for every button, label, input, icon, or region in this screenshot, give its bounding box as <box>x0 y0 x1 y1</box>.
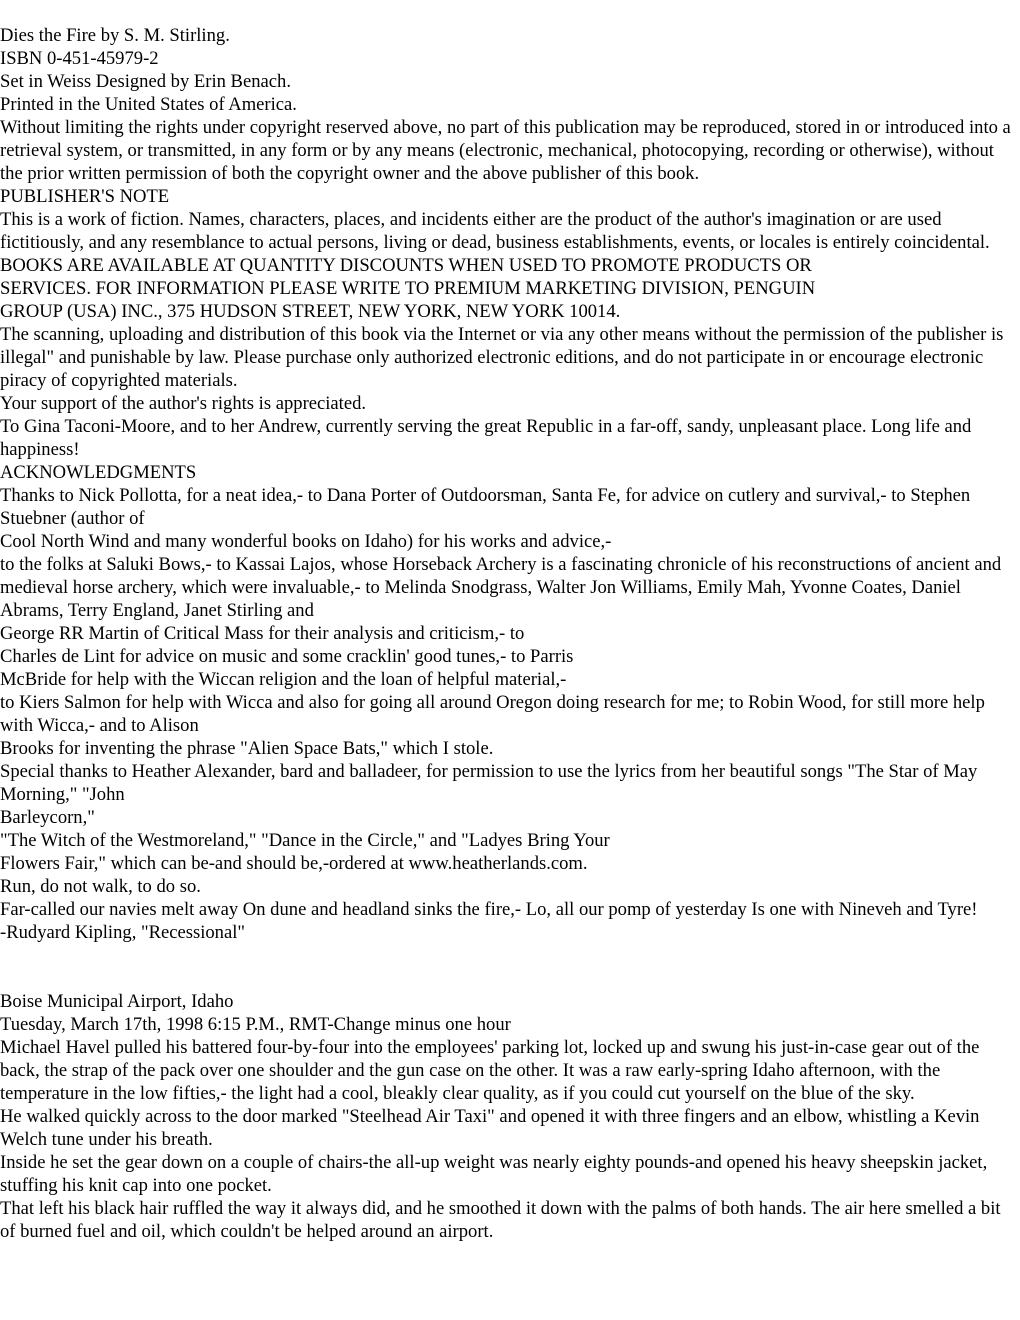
support-line: Your support of the author's rights is appreciated. <box>0 393 367 414</box>
acknowledgments-paragraph: Thanks to Nick Pollotta, for a neat idea,- to Dana Porter of Outdoorsman, Santa Fe, for advice on cutlery and survival,- to Stephen Stuebner (author of <box>0 485 971 529</box>
document-page <box>0 24 1020 1243</box>
epigraph-attribution: -Rudyard Kipling, "Recessional" <box>0 922 245 943</box>
chapter-paragraph: He walked quickly across to the door marked "Steelhead Air Taxi" and opened it with three fingers and an elbow, whistling a Kevin Welch tune under his breath. <box>0 1106 980 1150</box>
acknowledgments-paragraph: to the folks at Saluki Bows,- to Kassai Lajos, whose Horseback Archery is a fascinating chronicle of his reconstructions of ancient and medieval horse archery, which were invaluable,- to Melinda Snodgrass, Walter Jon Williams, Emily Mah, Yvonne Coates, Daniel Abrams, Terry England, Janet Stirling and <box>0 554 1002 621</box>
acknowledgments-paragraph: George RR Martin of Critical Mass for their analysis and criticism,- to <box>0 623 525 644</box>
copyright-paragraph: Without limiting the rights under copyright reserved above, no part of this publication may be reproduced, stored in or introduced into a retrieval system, or transmitted, in any form or by any means (electronic, mechanical, photocopying, recording or otherwise), without the prior written permission of both the copyright owner and the above publisher of this book. <box>0 117 1011 184</box>
acknowledgments-paragraph: to Kiers Salmon for help with Wicca and also for going all around Oregon doing research for me; to Robin Wood, for still more help with Wicca,- and to Alison <box>0 692 985 736</box>
special-thanks-paragraph: Barleycorn," <box>0 807 95 828</box>
special-thanks-paragraph: Run, do not walk, to do so. <box>0 876 201 897</box>
publishers-note-heading: PUBLISHER'S NOTE <box>0 186 170 207</box>
discount-notice-line: GROUP (USA) INC., 375 HUDSON STREET, NEW YORK, NEW YORK 10014. <box>0 301 621 322</box>
epigraph-verse: Far-called our navies melt away On dune and headland sinks the fire,- Lo, all our pomp of yesterday Is one with Nineveh and Tyre! <box>0 899 978 920</box>
isbn-line: ISBN 0-451-45979-2 <box>0 48 159 69</box>
book-title-line: Dies the Fire by S. M. Stirling. <box>0 25 230 46</box>
anti-piracy-paragraph: The scanning, uploading and distribution of this book via the Internet or via any other means without the permission of the publisher is illegal" and punishable by law. Please purchase only authorized electronic editions, and do not participate in or encourage electronic piracy of copyrighted materials. <box>0 324 1004 391</box>
chapter-paragraph: Inside he set the gear down on a couple of chairs-the all-up weight was nearly eighty pounds-and opened his heavy sheepskin jacket, stuffing his knit cap into one pocket. <box>0 1152 988 1196</box>
special-thanks-paragraph: Special thanks to Heather Alexander, bard and balladeer, for permission to use the lyrics from her beautiful songs "The Star of May Morning," "John <box>0 761 978 805</box>
discount-notice-line: BOOKS ARE AVAILABLE AT QUANTITY DISCOUNTS WHEN USED TO PROMOTE PRODUCTS OR <box>0 255 812 276</box>
chapter-location-heading: Boise Municipal Airport, Idaho <box>0 991 234 1012</box>
chapter-paragraph: That left his black hair ruffled the way it always did, and he smoothed it down with the palms of both hands. The air here smelled a bit of burned fuel and oil, which couldn't be helped around an airport. <box>0 1198 1001 1242</box>
section-spacer <box>0 944 1020 990</box>
acknowledgments-heading: ACKNOWLEDGMENTS <box>0 462 197 483</box>
dedication-paragraph: To Gina Taconi-Moore, and to her Andrew, currently serving the great Republic in a far-off, sandy, unpleasant place. Long life and happiness! <box>0 416 972 460</box>
special-thanks-paragraph: "The Witch of the Westmoreland," "Dance in the Circle," and "Ladyes Bring Your <box>0 830 610 851</box>
chapter-datetime-heading: Tuesday, March 17th, 1998 6:15 P.M., RMT-Change minus one hour <box>0 1014 511 1035</box>
printed-in-line: Printed in the United States of America. <box>0 94 297 115</box>
acknowledgments-paragraph: Brooks for inventing the phrase "Alien Space Bats," which I stole. <box>0 738 494 759</box>
chapter-paragraph: Michael Havel pulled his battered four-by-four into the employees' parking lot, locked up and swung his just-in-case gear out of the back, the strap of the pack over one shoulder and the gun case on the other. It was a raw early-spring Idaho afternoon, with the temperature in the low fifties,- the light had a cool, bleakly clear quality, as if you could cut yourself on the blue of the sky. <box>0 1037 980 1104</box>
acknowledgments-paragraph: McBride for help with the Wiccan religion and the loan of helpful material,- <box>0 669 567 690</box>
acknowledgments-paragraph: Cool North Wind and many wonderful books on Idaho) for his works and advice,- <box>0 531 612 552</box>
design-credit-line: Set in Weiss Designed by Erin Benach. <box>0 71 291 92</box>
special-thanks-paragraph: Flowers Fair," which can be-and should be,-ordered at www.heatherlands.com. <box>0 853 588 874</box>
acknowledgments-paragraph: Charles de Lint for advice on music and some cracklin' good tunes,- to Parris <box>0 646 574 667</box>
fiction-disclaimer-paragraph: This is a work of fiction. Names, characters, places, and incidents either are the product of the author's imagination or are used fictitiously, and any resemblance to actual persons, living or dead, business establishments, events, or locales is entirely coincidental. <box>0 209 990 253</box>
discount-notice-line: SERVICES. FOR INFORMATION PLEASE WRITE TO PREMIUM MARKETING DIVISION, PENGUIN <box>0 278 816 299</box>
